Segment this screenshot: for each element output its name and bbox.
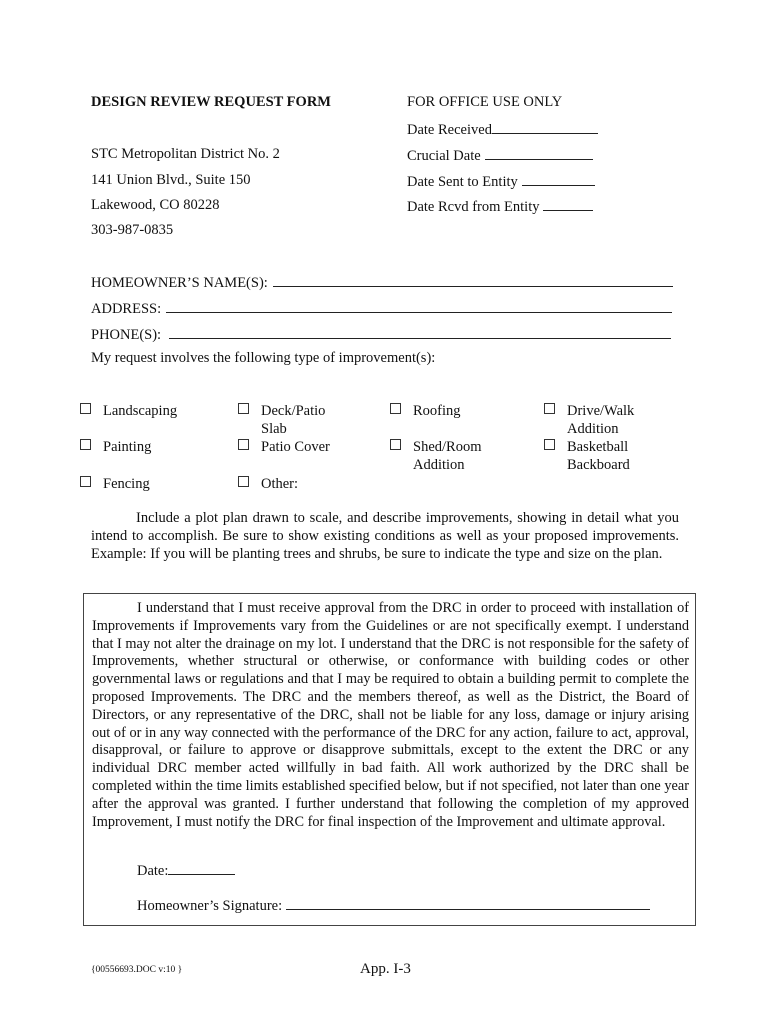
phone-line[interactable] — [169, 325, 671, 339]
address-field[interactable] — [91, 299, 672, 318]
crucial-date-line[interactable] — [485, 146, 593, 160]
roofing-label: Roofing — [413, 403, 461, 419]
checkbox-basketball[interactable] — [544, 438, 630, 474]
district-street: 141 Union Blvd., Suite 150 — [91, 172, 251, 188]
district-city: Lakewood, CO 80228 — [91, 197, 220, 213]
crucial-date-label: Crucial Date — [407, 148, 481, 164]
address-line[interactable] — [166, 299, 672, 313]
patio-cover-label: Patio Cover — [261, 439, 330, 455]
checkbox-box[interactable] — [238, 403, 249, 414]
page-number: App. I-3 — [360, 961, 411, 977]
date-sent-field[interactable] — [407, 172, 595, 191]
checkbox-deck-patio[interactable] — [238, 402, 325, 438]
checkbox-box[interactable] — [544, 403, 555, 414]
checkbox-box[interactable] — [238, 476, 249, 487]
deck-patio-label: Deck/Patio — [261, 403, 326, 419]
date-rcvd-entity-field[interactable] — [407, 197, 593, 216]
date-sent-line[interactable] — [522, 172, 595, 186]
office-use-heading: FOR OFFICE USE ONLY — [407, 94, 563, 110]
checkbox-box[interactable] — [80, 439, 91, 450]
checkbox-box[interactable] — [390, 439, 401, 450]
other-label: Other: — [261, 476, 299, 492]
signature-line[interactable] — [286, 896, 650, 910]
date-rcvd-entity-line[interactable] — [543, 197, 593, 211]
basketball-label-2: Backboard — [567, 457, 630, 473]
fencing-label: Fencing — [103, 476, 150, 492]
signature-field[interactable] — [137, 896, 650, 915]
checkbox-box[interactable] — [390, 403, 401, 414]
shed-room-label-2: Addition — [413, 457, 465, 473]
form-title: DESIGN REVIEW REQUEST FORM — [91, 94, 331, 110]
deck-patio-label-2: Slab — [261, 421, 287, 437]
drive-walk-label-2: Addition — [567, 421, 619, 437]
agreement-date-field[interactable] — [137, 861, 235, 880]
instructions-text: Include a plot plan drawn to scale, and describe improvements, showing in detail what you intend to accomplish. Be sure to show existing conditions as well as your proposed improvements. Example: If you will be planting trees and shrubs, be sure to indicate the type and size on the plan. — [91, 510, 679, 562]
checkbox-box[interactable] — [544, 439, 555, 450]
date-rcvd-entity-label: Date Rcvd from Entity — [407, 199, 540, 215]
agreement-text: I understand that I must receive approval from the DRC in order to proceed with installation of Improvements if Improvements vary from the Guidelines or are not specifically exempt. I understand that I may not alter the drainage on my lot. I understand that the DRC is not responsible for the safety of Improvements, whether structural or otherwise, or conformance with building codes or other governmental laws or regulations and that I may be required to obtain a building permit to complete the proposed Improvements. The DRC and the members thereof, as well as the District, the Board of Directors, or any representative of the DRC, shall not be liable for any loss, damage or injury arising out of or in any way connected with the performance of the DRC for any action, failure to act, approval, disapproval, or failure to approve or disapprove submittals, except to the extent the DRC or any individual DRC member acted willfully in bad faith. All work authorized by the DRC shall be completed within the time limits established specified below, but if not specified, not later than one year after the approval was granted. I further understand that following the completion of my approved Improvement, I must notify the DRC for final inspection of the Improvement and ultimate approval. — [92, 600, 689, 830]
landscaping-label: Landscaping — [103, 403, 178, 419]
checkbox-painting[interactable] — [80, 438, 151, 456]
date-received-label: Date Received — [407, 122, 492, 138]
agreement-paragraph — [92, 600, 689, 831]
agreement-box — [83, 593, 696, 926]
instructions-paragraph — [91, 509, 679, 563]
shed-room-label: Shed/Room — [413, 439, 482, 455]
homeowner-name-line[interactable] — [273, 273, 673, 287]
agreement-date-label: Date: — [137, 863, 169, 879]
crucial-date-field[interactable] — [407, 146, 593, 165]
signature-label: Homeowner’s Signature: — [137, 898, 283, 914]
date-sent-label: Date Sent to Entity — [407, 174, 518, 190]
checkbox-other[interactable] — [238, 475, 298, 493]
checkbox-box[interactable] — [238, 439, 249, 450]
checkbox-shed-room[interactable] — [390, 438, 481, 474]
homeowner-name-field[interactable] — [91, 273, 673, 292]
phone-label: PHONE(S): — [91, 327, 162, 343]
checkbox-drive-walk[interactable] — [544, 402, 634, 438]
basketball-label: Basketball — [567, 439, 629, 455]
district-phone: 303-987-0835 — [91, 222, 174, 238]
checkbox-landscaping[interactable] — [80, 402, 177, 420]
phone-field[interactable] — [91, 325, 671, 344]
address-label: ADDRESS: — [91, 301, 162, 317]
improvement-prompt: My request involves the following type of improvement(s): — [91, 350, 436, 366]
doc-id: {00556693.DOC v:10 } — [91, 965, 183, 975]
checkbox-roofing[interactable] — [390, 402, 461, 420]
agreement-date-line[interactable] — [168, 861, 235, 875]
checkbox-box[interactable] — [80, 403, 91, 414]
painting-label: Painting — [103, 439, 152, 455]
homeowner-name-label: HOMEOWNER’S NAME(S): — [91, 275, 268, 291]
checkbox-fencing[interactable] — [80, 475, 150, 493]
drive-walk-label: Drive/Walk — [567, 403, 635, 419]
date-received-line[interactable] — [492, 120, 598, 134]
district-name: STC Metropolitan District No. 2 — [91, 146, 280, 162]
checkbox-patio-cover[interactable] — [238, 438, 330, 456]
date-received-field[interactable] — [407, 120, 598, 139]
checkbox-box[interactable] — [80, 476, 91, 487]
